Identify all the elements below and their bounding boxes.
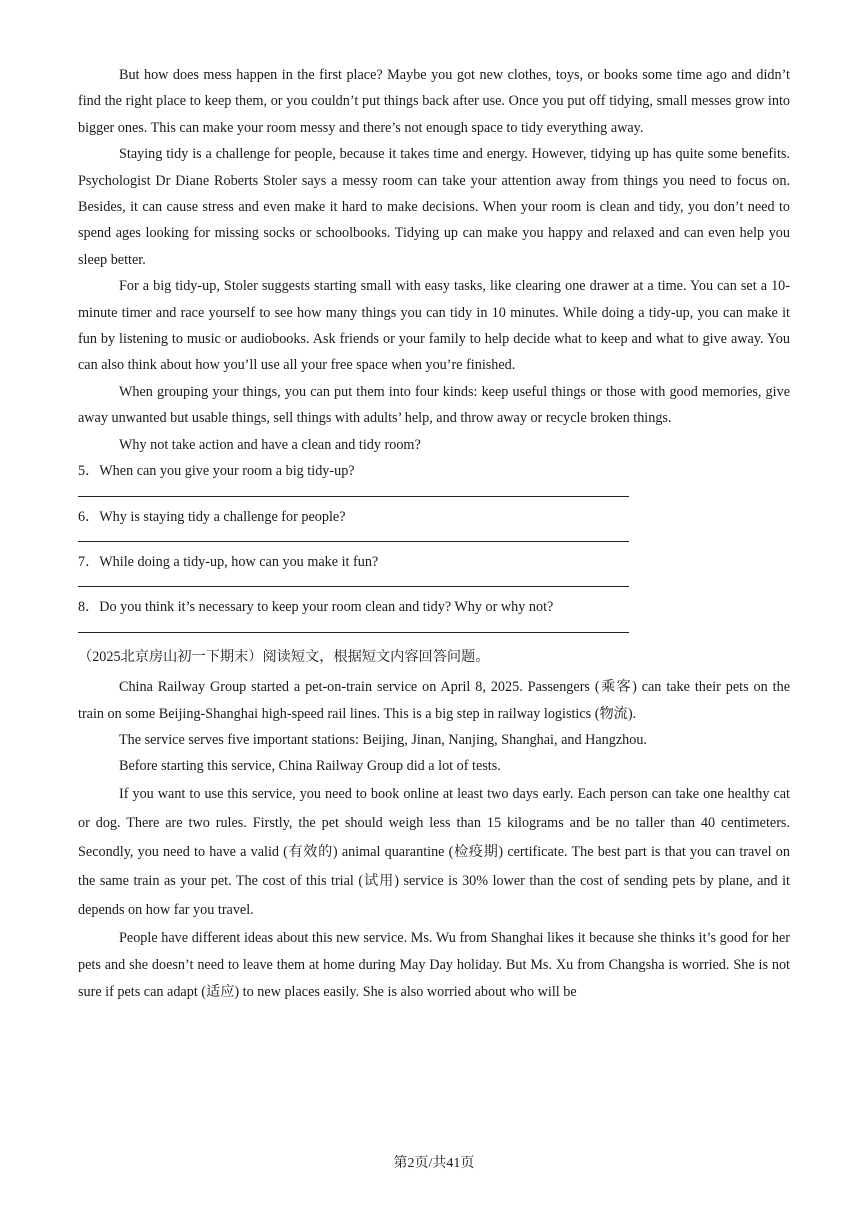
section2-paragraph: The service serves five important stations: Beijing, Jinan, Nanjing, Shanghai, and Hangzhou. [119,731,647,748]
document-page [78,62,790,1006]
passage1-paragraph: For a big tidy-up, Stoler suggests starting small with easy tasks, like clearing one drawer at a time. You can set a 10-minute timer and race yourself to see how many things you can tidy in 10 minutes. While doing a tidy-up, you can make it fun by listening to music or audiobooks. Ask friends or your family to help decide what to keep and what to give away. You can also think about how you’ll use all your free space when you’re finished. [78,278,790,374]
answer-line-6[interactable] [78,541,629,542]
section2-paragraph: China Railway Group started a pet-on-train service on April 8, 2025. Passengers (乘客) can take their pets on the train on some Beijing-Shanghai high-speed rail lines. This is a big step in railway logistics (物流). [78,679,790,722]
section2-heading: （2025北京房山初一下期末）阅读短文，根据短文内容回答问题。 [78,648,490,665]
passage1-paragraph: Why not take action and have a clean and tidy room? [119,436,421,453]
section2-paragraph: If you want to use this service, you need to book online at least two days early. Each person can take one healthy cat or dog. There are two rules. Firstly, the pet should weigh less than 15 kilograms and be no taller than 40 centimeters. Secondly, you need to have a valid (有效的) animal quarantine (检疫期) certificate. The best part is that you can travel on the same train as your pet. The cost of this trial (试用) service is 30% lower than the cost of sending pets by plane, and it depends on how far you travel. [78,785,790,918]
section2-paragraph: Before starting this service, China Railway Group did a lot of tests. [119,758,501,775]
answer-line-8[interactable] [78,632,629,633]
question-6: 6．Why is staying tidy a challenge for people? [78,508,346,525]
section2-paragraph: People have different ideas about this new service. Ms. Wu from Shanghai likes it because she thinks it’s good for her pets and she doesn’t need to leave them at home during May Day holiday. But Ms. Xu from Changsha is worried. She is not sure if pets can adapt (适应) to new places easily. She is also worried about who will be [78,929,790,1000]
page-number-footer: 第2页/共41页 [393,1156,475,1171]
answer-line-5[interactable] [78,496,629,497]
passage1-paragraph: Staying tidy is a challenge for people, because it takes time and energy. However, tidying up has quite some benefits. Psychologist Dr Diane Roberts Stoler says a messy room can take your attention away from things you need to focus on. Besides, it can cause stress and even make it hard to make decisions. When your room is clean and tidy, you don’t need to spend ages looking for missing socks or schoolbooks. Tidying up can make you happy and relaxed and can even help you sleep better. [78,146,790,268]
answer-line-7[interactable] [78,586,629,587]
question-8: 8．Do you think it’s necessary to keep your room clean and tidy? Why or why not? [78,599,554,616]
passage1-paragraph: When grouping your things, you can put them into four kinds: keep useful things or those with good memories, give away unwanted but usable things, sell things with adults’ help, and throw away or recycle broken things. [78,383,790,427]
question-5: 5．When can you give your room a big tidy-up? [78,463,355,480]
passage1-paragraph: But how does mess happen in the first place? Maybe you got new clothes, toys, or books some time ago and didn’t find the right place to keep them, or you couldn’t put things back after use. Once you put off tidying, small messes grow into bigger ones. This can make your room messy and there’s not enough space to tidy everything away. [78,67,790,136]
question-7: 7．While doing a tidy-up, how can you make it fun? [78,553,379,570]
